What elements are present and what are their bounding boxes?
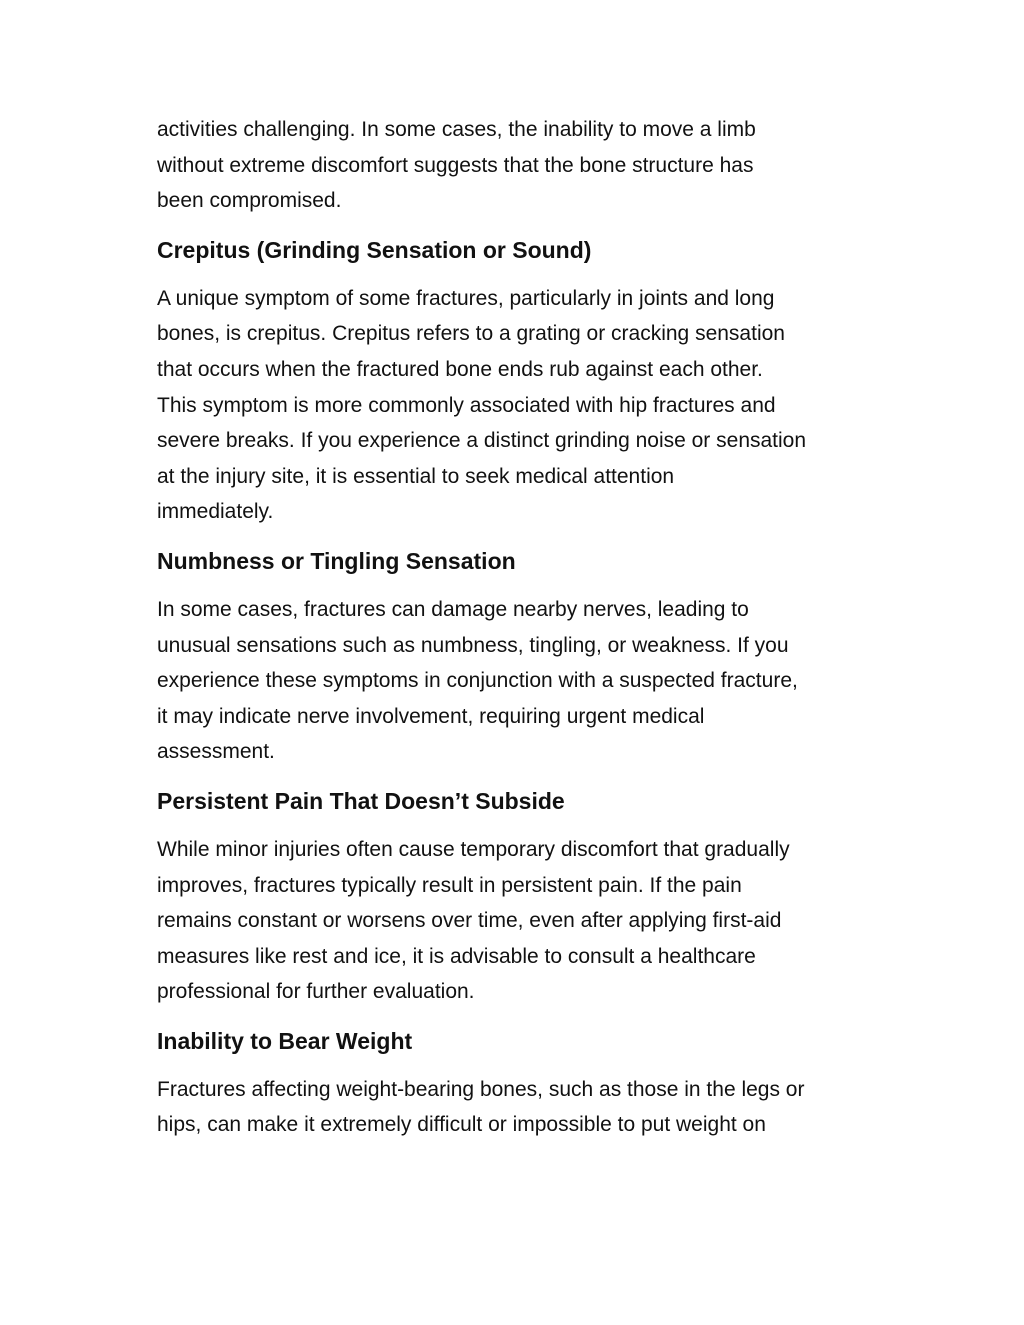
text-line: severe breaks. If you experience a distinct grinding noise or sensation bbox=[157, 429, 807, 453]
text-line: A unique symptom of some fractures, particularly in joints and long bbox=[157, 286, 775, 310]
section-heading-bear-weight: Inability to Bear Weight bbox=[157, 1027, 413, 1054]
text-line: Fractures affecting weight-bearing bones, such as those in the legs or bbox=[157, 1077, 805, 1101]
section-heading-persistent-pain: Persistent Pain That Doesn’t Subside bbox=[157, 787, 565, 814]
text-line: activities challenging. In some cases, the inability to move a limb bbox=[157, 118, 756, 141]
text-line: hips, can make it extremely difficult or impossible to put weight on bbox=[157, 1113, 766, 1137]
intro-paragraph bbox=[157, 112, 877, 219]
text-line: assessment. bbox=[157, 740, 275, 764]
text-line: unusual sensations such as numbness, tingling, or weakness. If you bbox=[157, 633, 789, 657]
text-line: experience these symptoms in conjunction with a suspected fracture, bbox=[157, 669, 798, 693]
text-line: While minor injuries often cause temporary discomfort that gradually bbox=[157, 837, 790, 861]
text-line: measures like rest and ice, it is advisable to consult a healthcare bbox=[157, 944, 756, 968]
document-page bbox=[157, 112, 877, 1143]
text-line: bones, is crepitus. Crepitus refers to a grating or cracking sensation bbox=[157, 322, 785, 346]
text-line: that occurs when the fractured bone ends rub against each other. bbox=[157, 357, 763, 381]
text-line: been compromised. bbox=[157, 189, 342, 213]
text-line: improves, fractures typically result in persistent pain. If the pain bbox=[157, 873, 742, 897]
text-line: at the injury site, it is essential to seek medical attention bbox=[157, 464, 675, 488]
text-line: it may indicate nerve involvement, requiring urgent medical bbox=[157, 704, 705, 728]
text-line: without extreme discomfort suggests that the bone structure has bbox=[157, 153, 754, 177]
section-heading-numbness: Numbness or Tingling Sensation bbox=[157, 547, 516, 574]
section-paragraph-crepitus bbox=[157, 281, 877, 530]
text-line: professional for further evaluation. bbox=[157, 980, 475, 1004]
section-paragraph-numbness bbox=[157, 592, 877, 770]
text-line: This symptom is more commonly associated with hip fractures and bbox=[157, 393, 776, 417]
text-line: In some cases, fractures can damage nearby nerves, leading to bbox=[157, 597, 749, 621]
section-paragraph-bear-weight bbox=[157, 1072, 877, 1143]
text-line: immediately. bbox=[157, 500, 274, 524]
section-paragraph-persistent-pain bbox=[157, 832, 877, 1010]
text-line: remains constant or worsens over time, even after applying first-aid bbox=[157, 909, 782, 933]
section-heading-crepitus: Crepitus (Grinding Sensation or Sound) bbox=[157, 236, 592, 263]
